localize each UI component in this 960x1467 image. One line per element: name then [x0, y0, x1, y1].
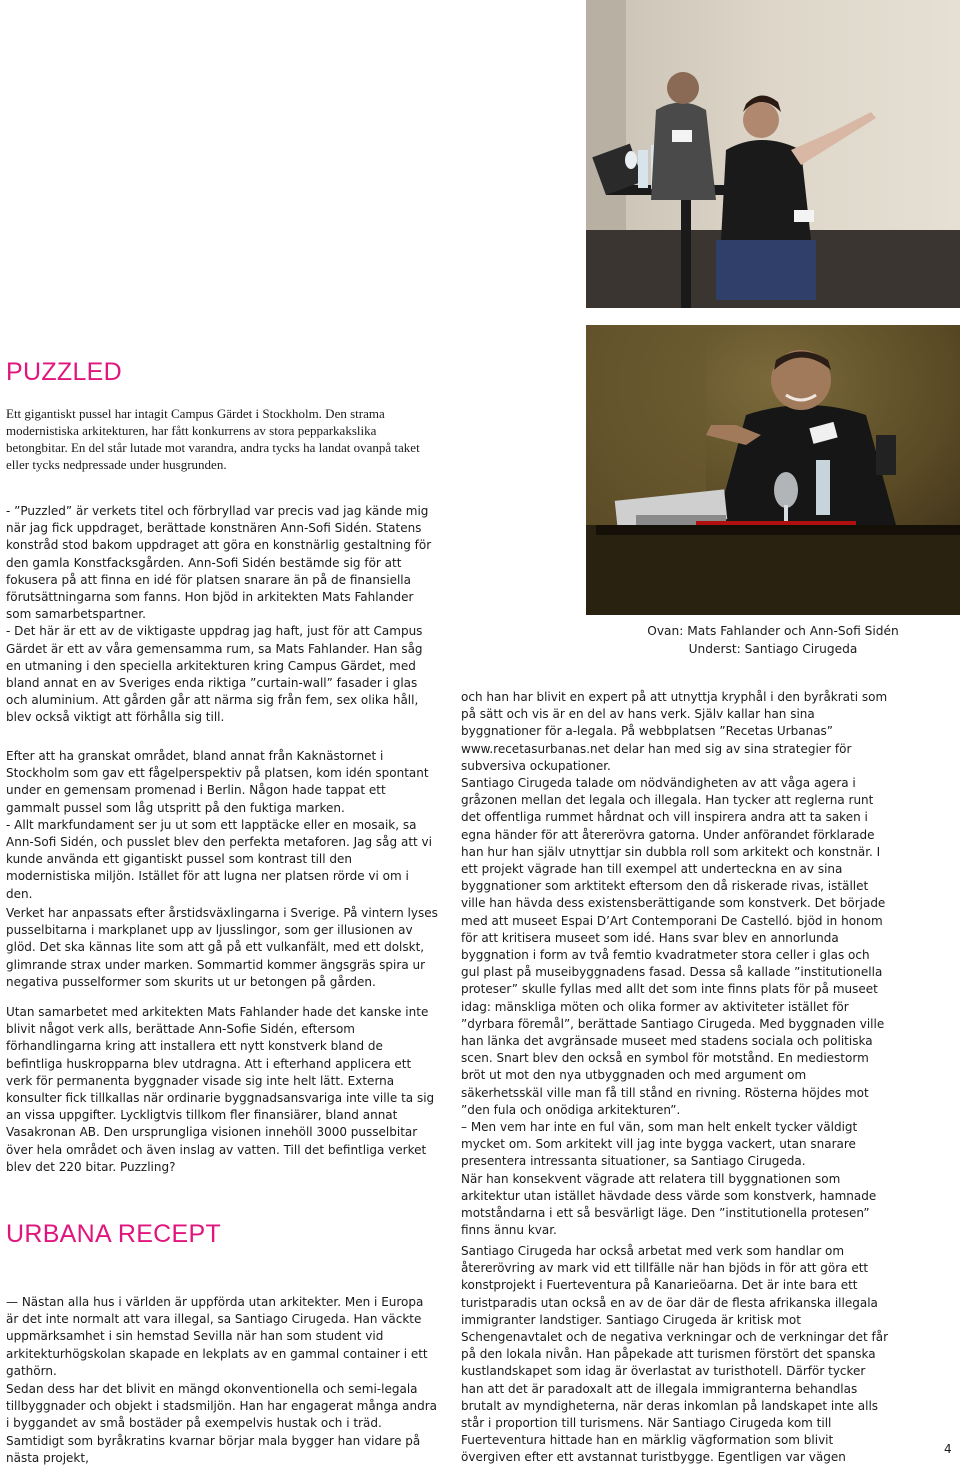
caption-line-top: Ovan: Mats Fahlander och Ann-Sofi Sidén — [647, 624, 899, 638]
section1-paragraph-4: Utan samarbetet med arkitekten Mats Fahlander hade det kanske inte blivit något verk alls, berättade Ann-Sofie Sidén, eftersom förhandlingarna kring att installera ett nytt konstverk bland de befintliga huskropparna blev utdragna. Att i efterhand applicera ett verk för permanenta byggnader visade sig inte helt lätt. Externa konsulter fick tillkallas när ordinarie byggnadsansvariga inte ville ta sig an vissa uppgifter. Lyckligtvis tillkom fler finansiärer, bland annat Vasakronan AB. Den ursprungliga visionen innehöll 3000 pusselbitar över hela området och även inslag av vatten. Till det befintliga verket blev det 220 bitar. Puzzling? — [6, 1005, 435, 1174]
section2-paragraph-1: — Nästan alla hus i världen är uppförda utan arkitekter. Men i Europa är det inte normalt att vara illegal, sa Santiago Cirugeda. Han väckte uppmärksamhet i sin hemstad Sevilla när han som student vid arkitekturhögskolan skapade en lekplats av en gammal container i ett gathörn. — [6, 1295, 428, 1378]
photo-caption — [586, 622, 960, 658]
photo-bottom-image — [586, 325, 960, 615]
section1-paragraph-1: - ”Puzzled” är verkets titel och förbryllad var precis vad jag kände mig när jag fick uppdraget, berättade konstnären Ann-Sofi Sidén. Statens konstråd stod bakom uppdraget att göra en konstnärlig gestaltning för den gamla Konstfacksgården. Ann-Sofi Sidén bestämde sig för att fokusera på att finna en idé för platsen snarare än på de finansiella förutsättningarna som fanns. Hon bjöd in arkitekten Mats Fahlander som samarbetspartner. - Det här är ett av de viktigaste uppdrag jag haft, just för att Campus Gärdet är ett av våra gemensamma rum, sa Mats Fahlander. Han såg en utmaning i den speciella arkitekturen kring Campus Gärdet, med bland annat en av Sveriges enda riktiga ”curtain-wall” fasader i glas och aluminium. Att gården går att närma sig från fem, sex olika håll, blev också viktigt att förhålla sig till. — [6, 504, 432, 725]
right-paragraph-3: Santiago Cirugeda har också arbetat med verk som handlar om återerövring av mark vid ett tillfälle när han bjöds in för att göra ett konstprojekt i Fuerteventura på Kanarieöarna. Det är inte bara ett turistparadis utan också en av de öar där de flesta afrikanska illegala immigranter landstiger. Santiago Cirugeda är kritisk mot Schengenavtalet och de negativa verkningar och de verkningar det får på den lokala nivån. Han påpekade att turismen förstört det spanska kustlandskapet som idag är överlastat av turisthotell. Därför tycker han att det är paradoxalt att de illegala immigranterna behandlas brutalt av myndigheterna, när deras inkomlan på landskapet inte alls står i proportion till turismens. När Santiago Cirugeda kom till Fuerteventura hittade han en märklig vägformation som blivit övergiven efter ett avstannat turistbygge. Egentligen var vägen — [461, 1244, 889, 1465]
photo-bottom-speaker — [586, 325, 960, 615]
section-title-urbana-recept: URBANA RECEPT — [6, 1220, 222, 1248]
section1-paragraph-3: Verket har anpassats efter årstidsväxlingarna i Sverige. På vintern lyses pusselbitarna i markplanet upp av ljusslingor, som ger illusionen av glöd. Det ska kännas lite som att gå på ett vulkanfält, med ett dolskt, glimrande strax under marken. Sommartid kommer ängsgräs spira ur negativa pusselformer som skurits ut ur betongen på gården. — [6, 906, 438, 989]
section1-paragraph-2: Efter att ha granskat området, bland annat från Kaknästornet i Stockholm som gav ett fågelperspektiv på platsen, kom idén spontant under en gemensam promenad i Berlin. Någon hade tappat ett gammalt pussel som låg utspritt på den fuktiga marken. - Allt markfundament ser ju ut som ett lapptäcke eller en mosaik, sa Ann-Sofi Sidén, och pusslet blev den perfekta metaforen. Jag såg att vi kunde använda ett gigantiskt pussel som kontrast till den modernistiska miljön. Istället för att lugna ner platsen rörde vi om i den. — [6, 749, 432, 901]
photo-top-presenters — [586, 0, 960, 308]
section2-paragraph-2: Sedan dess har det blivit en mängd okonventionella och semi-legala tillbyggnader och objekt i stadsmiljön. Han har engagerat många andra i byggandet av små bostäder på exempelvis hustak och i träd. Samtidigt som byråkratins kvarnar börjar mala bygger han vidare på nästa projekt, — [6, 1382, 438, 1465]
right-paragraph-2: Santiago Cirugeda talade om nödvändigheten av att våga agera i gråzonen mellan det legala och illegala. Han tycker att reglerna runt det offentliga rummet hårdnat och vill inspirera andra att ta saken i egna händer för att återerövra gatorna. Under anförandet förklarade han hur han själv utnyttjar sin dubbla roll som arkitekt och konstnär. I ett projekt vägrade han till exempel att underteckna en av sina byggnationer som arktitekt eftersom den då riskerade rivas, istället ville han hävda dess existensberättigande som konstverk. Det började med att museet Espai D’Art Contemporani De Castelló. bjöd in honom för att kritisera museet som idé. Hans svar blev en annorlunda byggnation i form av två femtio kvadratmeter stora celler i glas och gul plast på museibyggnadens fasad. Dessa så kallade ”institutionella proteser” skulle fyllas med allt det som inte finns plats för på museet idag: mänskliga möten och olika former av aktiviteter istället för ”dyrbara föremål”, berättade Santiago Cirugeda. Med byggnaden ville han länka det avgränsade museet med stadens sociala och politiska scen. Snart blev den också en symbol för motstånd. En mediestorm bröt ut mot den nya utbyggnaden och med argument om säkerhetsskäl ville man få till stånd en rivning. Rösterna höjdes mot ”den fula och onödiga arkitekturen”. – Men vem har inte en ful vän, som man helt enkelt tycker väldigt mycket om. Som arkitekt vill jag inte bygga vackert, utan snarare presentera intressanta situationer, sa Santiago Cirugeda. När han konsekvent vägrade att relatera till byggnationen som arkitektur utan istället hävdade dess värde som konstverk, hamnade motståndarna i ett så besvärligt läge. Den ”institutionella protesen” finns ännu kvar. — [461, 776, 886, 1238]
caption-line-bottom: Underst: Santiago Cirugeda — [688, 642, 858, 656]
section1-intro: Ett gigantiskt pussel har intagit Campus Gärdet i Stockholm. Den strama modernistiska arkitekturen, har fått konkurrens av stora pepparkakslika betongbitar. En del står lutade mot varandra, andra tycks ha landat ovanpå taket eller tycks nedpressade under husgrunden. — [6, 406, 420, 472]
page-number: 4 — [944, 1442, 952, 1456]
right-paragraph-1: och han har blivit en expert på att utnyttja kryphål i den byråkrati som på sätt och vis är en del av hans verk. Själv kallar han sina byggnationer för a-legala. På webbplatsen ”Recetas Urbanas” www.recetasurbanas.net delar han med sig av sina strategier för subversiva ockupationer. — [461, 690, 888, 773]
photo-top-image — [586, 0, 960, 308]
section-title-puzzled: PUZZLED — [6, 358, 123, 386]
